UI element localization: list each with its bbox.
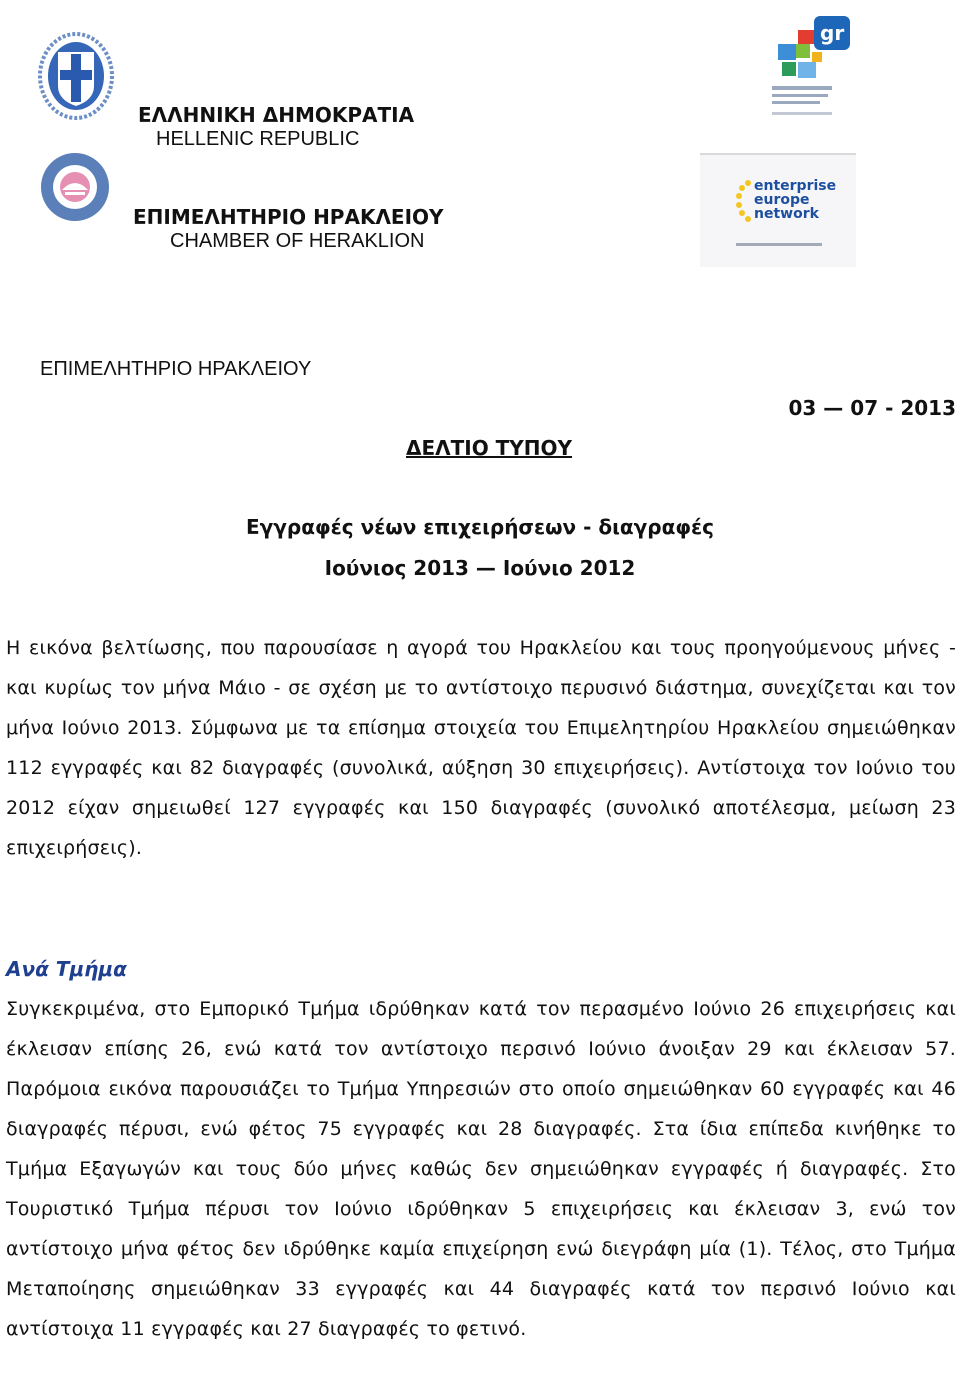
chamber-greek: ΕΠΙΜΕΛΗΤΗΡΙΟ ΗΡΑΚΛΕΙΟΥ — [133, 205, 444, 229]
intro-paragraph — [6, 628, 956, 868]
hellenic-republic-seal — [36, 30, 116, 122]
date: 03 — 07 - 2013 — [788, 396, 956, 420]
intro-paragraph-text: Η εικόνα βελτίωσης, που παρουσίασε η αγορά του Ηρακλείου και τους προηγούμενους μήνες - και κυρίως τον μήνα Μάιο - σε σχέση με το αντίστοιχο περυσινό διάστημα, συνεχίζεται και τον μήνα Ιούνιο 2013. Σύμφωνα με τα επίσημα στοιχεία του Επιμελητηρίου Ηρακλείου σημειώθηκαν 112 εγγραφές και 82 διαγραφές (συνολικά, αύξηση 30 επιχειρήσεις). Αντίστοιχα τον Ιούνιο του 2012 είχαν σημειωθεί 127 εγγραφές και 150 διαγραφές (συνολικό αποτέλεσμα, μείωση 23 επιχειρήσεις). — [6, 637, 956, 859]
chamber-english: CHAMBER OF HERAKLION — [170, 230, 425, 252]
title-line-1: Εγγραφές νέων επιχειρήσεων - διαγραφές — [246, 515, 714, 539]
gr-logo-text: gr — [820, 21, 845, 45]
section-paragraph — [6, 989, 956, 1349]
chamber-logo — [38, 150, 112, 224]
sender: ΕΠΙΜΕΛΗΤΗΡΙΟ ΗΡΑΚΛΕΙΟΥ — [40, 358, 312, 380]
section-paragraph-text: Συγκεκριμένα, στο Εμπορικό Τμήμα ιδρύθηκαν κατά τον περασμένο Ιούνιο 26 επιχειρήσεις και έκλεισαν επίσης 26, ενώ κατά τον αντίστοιχο περσινό Ιούνιο άνοιξαν 29 και έκλεισαν 57. Παρόμοια εικόνα παρουσιάζει το Τμήμα Υπηρεσιών στο οποίο σημειώθηκαν 60 εγγραφές και 46 διαγραφές πέρυσι, ενώ φέτος 75 εγγραφές και 28 διαγραφές. Στα ίδια επίπεδα κινήθηκε το Τμήμα Εξαγωγών και τους δύο μήνες καθώς δεν σημειώθηκαν εγγραφές ή διαγραφές. Στο Τουριστικό Τμήμα πέρυσι τον Ιούνιο ιδρύθηκαν 5 επιχειρήσεις και έκλεισαν 3, ενώ τον αντίστοιχο μήνα φέτος δεν ιδρύθηκε καμία επιχείρηση ενώ διεγράφη μία (1). Τέλος, στο Τμήμα Μεταποίησης σημειώθηκαν 33 εγγραφές και 44 διαγραφές κατά τον περσινό Ιούνιο και αντίστοιχα 11 εγγραφές και 27 διαγραφές το φετινό. — [6, 998, 956, 1340]
republic-english: HELLENIC REPUBLIC — [156, 128, 360, 150]
enterprise-europe-network-logo — [700, 153, 856, 267]
document-type: ΔΕΛΤΙΟ ΤΥΠΟΥ — [406, 436, 573, 460]
een-logo-line2: europe — [754, 192, 810, 208]
title-line-2: Ιούνιος 2013 — Ιούνιο 2012 — [324, 556, 636, 580]
section-heading: Ανά Τμήμα — [6, 957, 127, 981]
republic-greek: ΕΛΛΗΝΙΚΗ ΔΗΜΟΚΡΑΤΙΑ — [138, 103, 415, 127]
een-logo-line3: network — [754, 206, 819, 222]
gr-logo — [768, 12, 852, 124]
een-logo-line1: enterprise — [754, 178, 837, 194]
